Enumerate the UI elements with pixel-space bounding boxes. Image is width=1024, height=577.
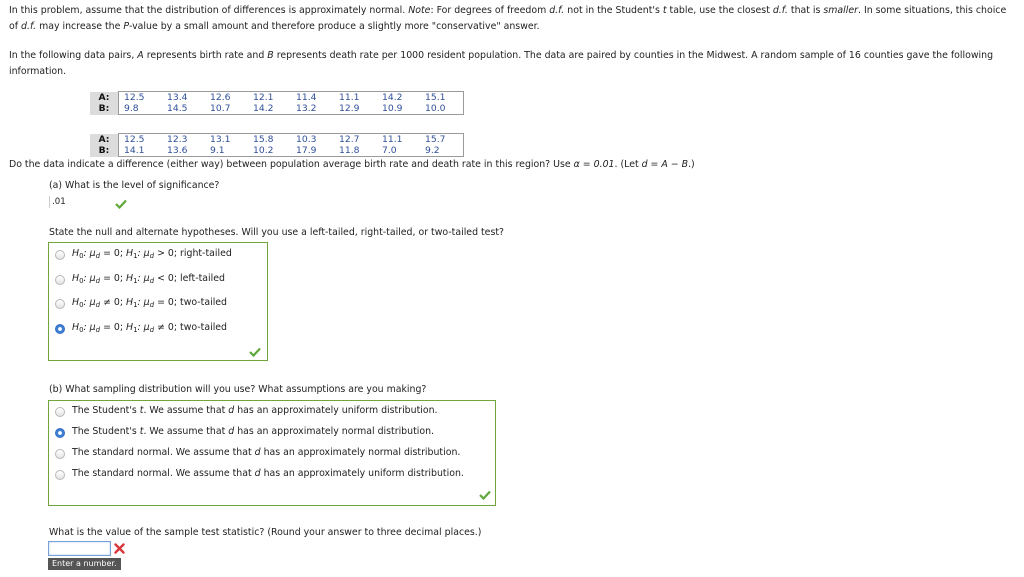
hypothesis-radio-4[interactable] — [55, 324, 65, 334]
table-cell: 12.3 — [162, 134, 205, 146]
table-cell: 13.1 — [205, 134, 248, 146]
row-label-a: A: — [90, 134, 119, 146]
hypothesis-radio-3[interactable] — [55, 299, 65, 309]
main-question: Do the data indicate a difference (either way) between population average birth rate and death rate in this region? Use α = 0.01. (Let d = A − B.) — [9, 159, 695, 170]
correct-check-icon — [479, 490, 491, 500]
table-cell: 13.4 — [162, 92, 205, 104]
row-label-b: B: — [90, 103, 119, 115]
distribution-radio-3[interactable] — [55, 449, 65, 459]
test-statistic-label: What is the value of the sample test statistic? (Round your answer to three decimal places.) — [49, 527, 482, 538]
table-cell: 15.1 — [420, 92, 464, 104]
data-table-1 — [90, 91, 464, 115]
row-label-b: B: — [90, 145, 119, 157]
hypotheses-label: State the null and alternate hypotheses. Will you use a left-tailed, right-tailed, or two-tailed test? — [49, 227, 504, 238]
table-cell: 17.9 — [291, 145, 334, 157]
hypothesis-option-2[interactable]: $H_0$: $\mu_d = 0$; $H_1$: $\mu_d < 0$; left-tailed — [72, 273, 225, 285]
table-cell: 11.1 — [334, 92, 377, 104]
hypothesis-option-4[interactable]: $H_0$: $\mu_d = 0$; $H_1$: $\mu_d \ne 0$; two-tailed — [72, 322, 228, 334]
significance-answer[interactable]: .01 — [49, 196, 112, 208]
table-cell: 12.9 — [334, 103, 377, 115]
table-cell: 10.2 — [248, 145, 291, 157]
table-cell: 10.0 — [420, 103, 464, 115]
row-label-a: A: — [90, 92, 119, 104]
hypothesis-radio-1[interactable] — [55, 250, 65, 260]
table-cell: 14.2 — [248, 103, 291, 115]
part-b-label: (b) What sampling distribution will you use? What assumptions are you making? — [49, 384, 427, 395]
intro-paragraph: In this problem, assume that the distribution of differences is approximately normal. Note: For degrees of freedom d.f. not in the Student's t table, use the closest d.f. that is smaller. In some situations, this choice of d.f. may increase the P-value by a small amount and therefore produce a slightly more "conservative" answer. — [9, 5, 1007, 32]
distribution-option-1[interactable]: The Student's t. We assume that d has an approximately uniform distribution. — [72, 405, 438, 416]
table-cell: 15.7 — [420, 134, 464, 146]
table-cell: 9.1 — [205, 145, 248, 157]
data-table-2 — [90, 133, 464, 157]
table-cell: 9.8 — [119, 103, 163, 115]
table-cell: 11.1 — [377, 134, 420, 146]
table-cell: 13.2 — [291, 103, 334, 115]
hypothesis-option-1[interactable]: $H_0$: $\mu_d = 0$; $H_1$: $\mu_d > 0$; right-tailed — [72, 248, 232, 260]
table-cell: 11.4 — [291, 92, 334, 104]
distribution-option-3[interactable]: The standard normal. We assume that d has an approximately normal distribution. — [72, 447, 461, 458]
distribution-radio-4[interactable] — [55, 470, 65, 480]
distribution-option-4[interactable]: The standard normal. We assume that d has an approximately uniform distribution. — [72, 468, 464, 479]
part-a-label: (a) What is the level of significance? — [49, 180, 220, 191]
table-cell: 7.0 — [377, 145, 420, 157]
distribution-option-2[interactable]: The Student's t. We assume that d has an approximately normal distribution. — [72, 426, 435, 437]
data-pairs-description: In the following data pairs, A represents birth rate and B represents death rate per 1000 resident population. The data are paired by counties in the Midwest. A random sample of 16 counties gave the following information. — [9, 50, 994, 77]
incorrect-x-icon — [114, 543, 125, 554]
hypothesis-option-3[interactable]: $H_0$: $\mu_d \ne 0$; $H_1$: $\mu_d = 0$; two-tailed — [72, 297, 228, 309]
distribution-radio-1[interactable] — [55, 407, 65, 417]
table-cell: 14.1 — [119, 145, 163, 157]
table-cell: 10.3 — [291, 134, 334, 146]
table-cell: 10.7 — [205, 103, 248, 115]
table-cell: 11.8 — [334, 145, 377, 157]
test-statistic-input[interactable] — [48, 541, 111, 556]
table-cell: 12.6 — [205, 92, 248, 104]
table-cell: 14.5 — [162, 103, 205, 115]
table-cell: 12.5 — [119, 134, 163, 146]
table-cell: 10.9 — [377, 103, 420, 115]
table-cell: 12.1 — [248, 92, 291, 104]
table-cell: 12.7 — [334, 134, 377, 146]
table-cell: 9.2 — [420, 145, 464, 157]
table-cell: 15.8 — [248, 134, 291, 146]
table-cell: 13.6 — [162, 145, 205, 157]
table-cell: 14.2 — [377, 92, 420, 104]
correct-check-icon — [249, 347, 261, 357]
table-cell: 12.5 — [119, 92, 163, 104]
correct-check-icon — [115, 199, 127, 209]
input-hint-tooltip: Enter a number. — [48, 558, 121, 570]
hypothesis-radio-2[interactable] — [55, 275, 65, 285]
distribution-radio-2[interactable] — [55, 428, 65, 438]
